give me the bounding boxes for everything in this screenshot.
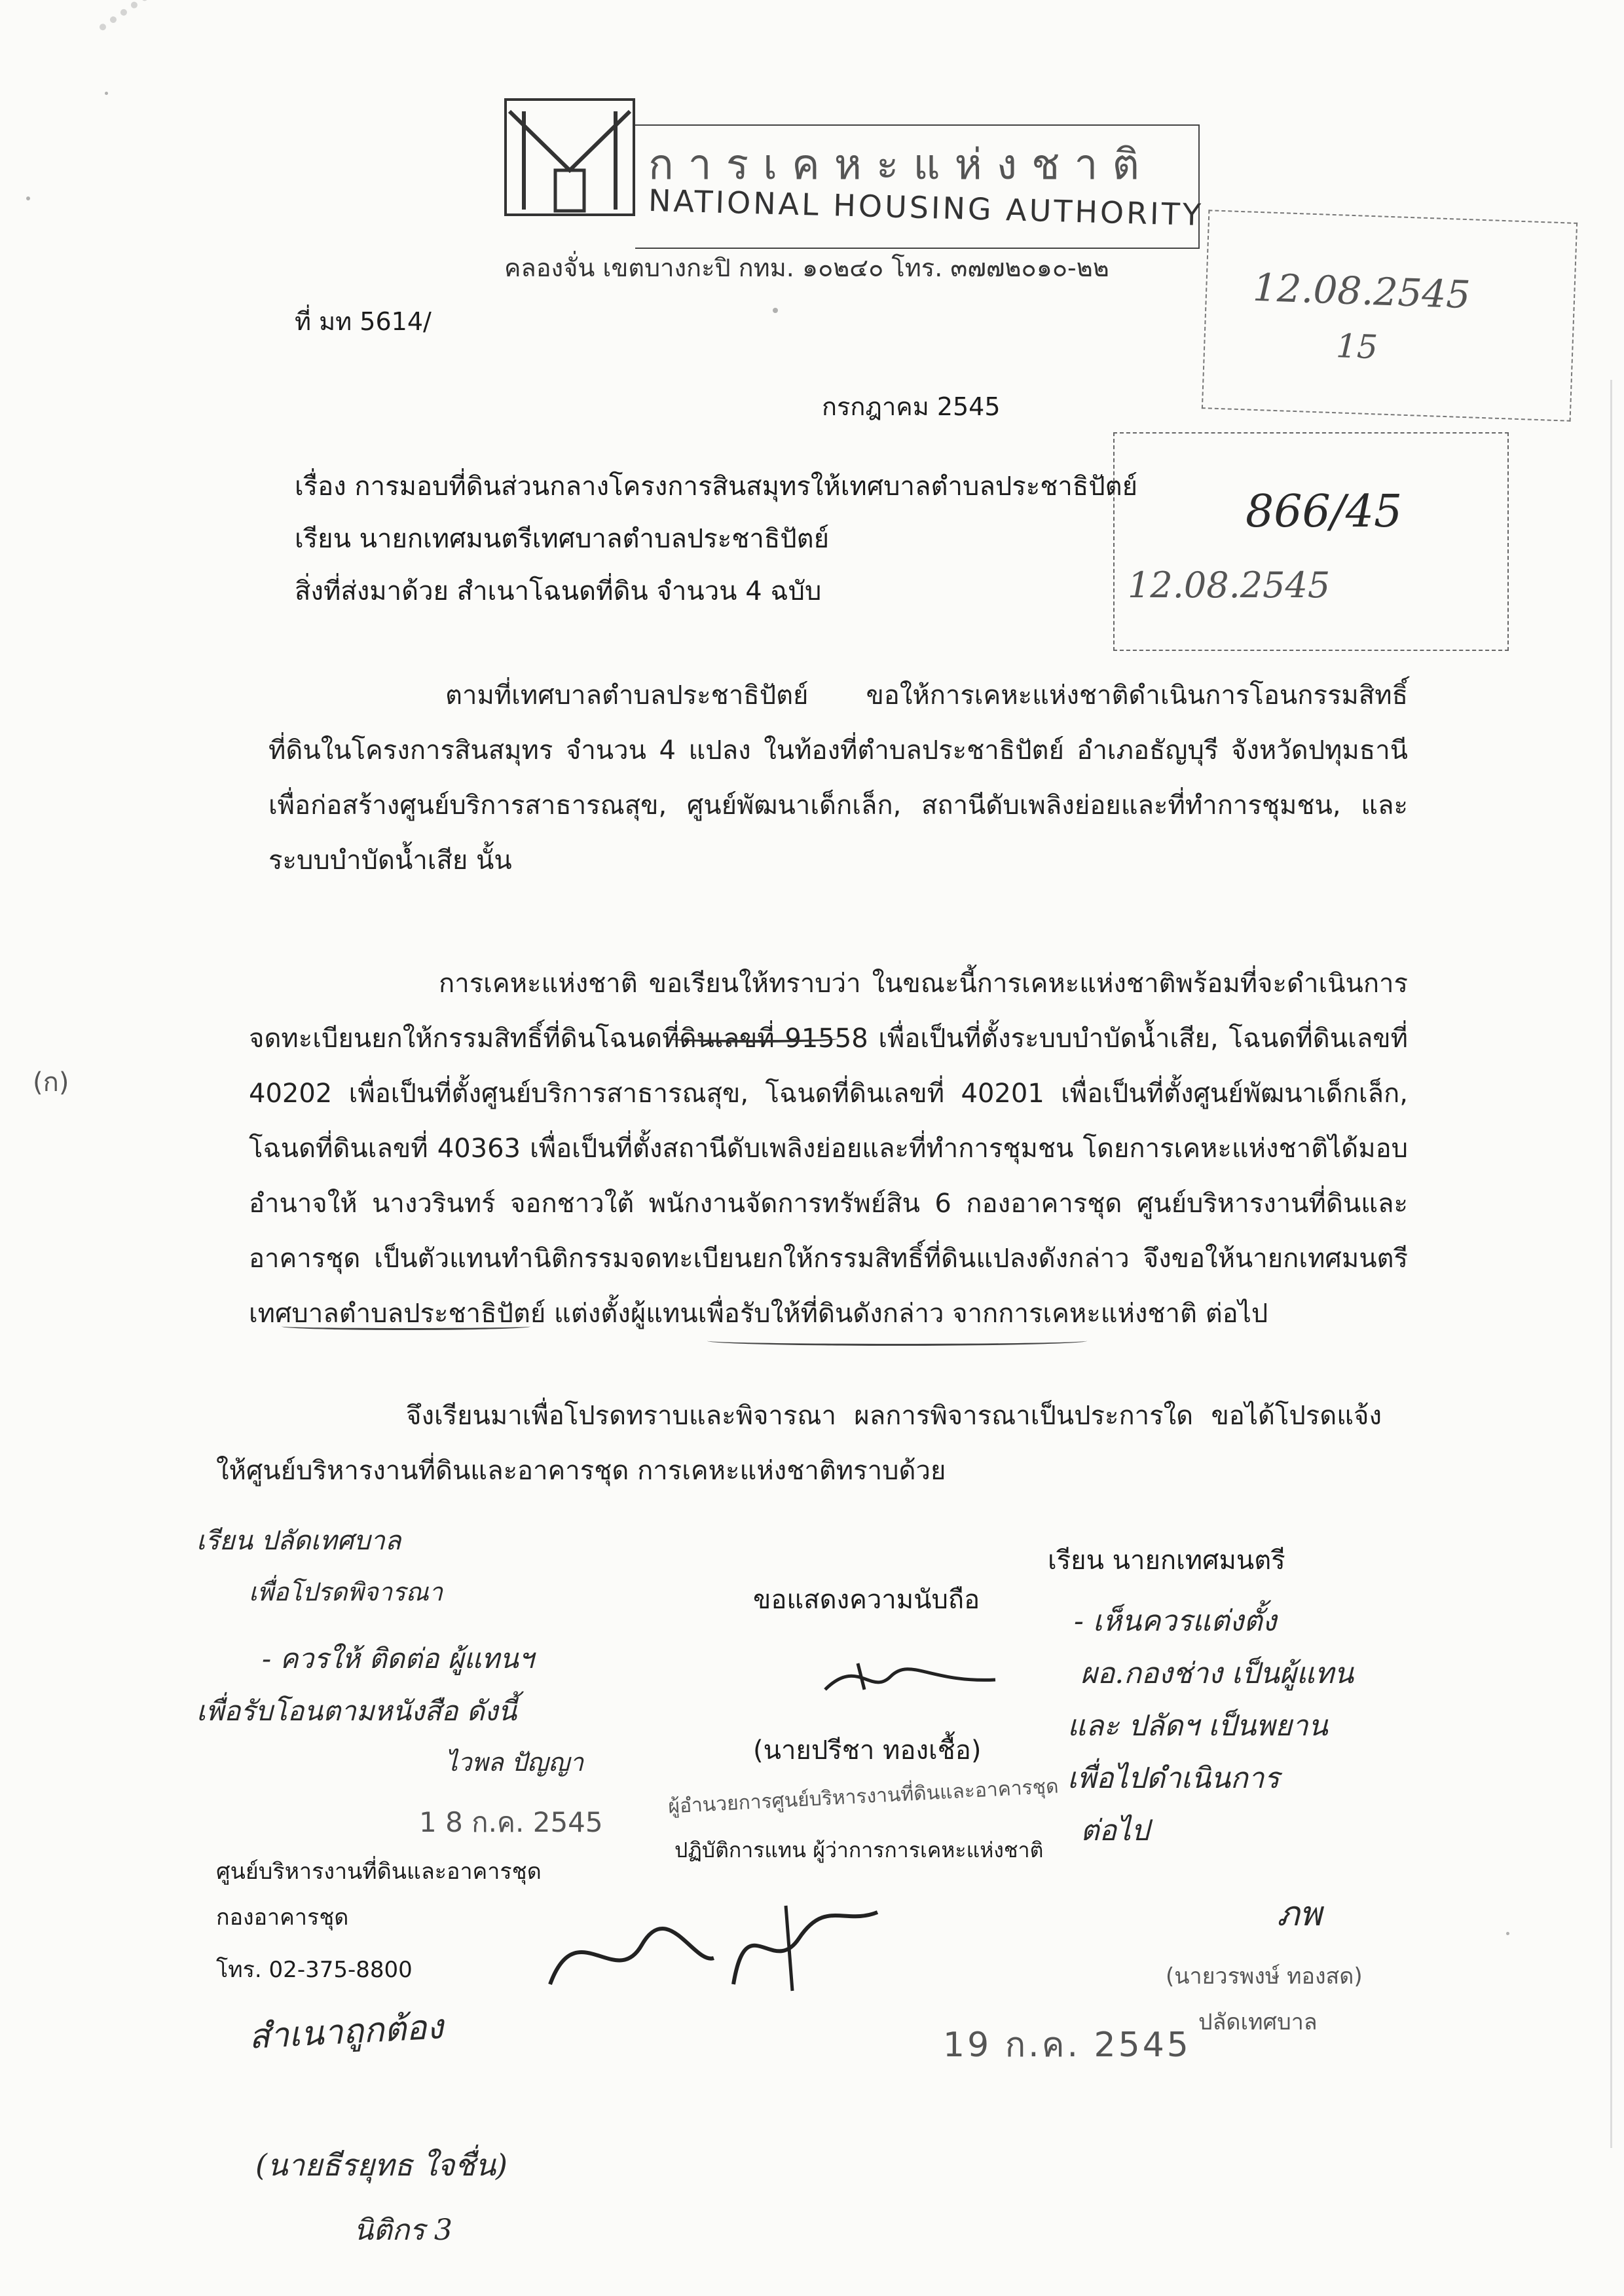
body-paragraph-3: จึงเรียนมาเพื่อโปรดทราบและพิจารณา ผลการพิจารณาเป็นประการใด ขอได้โปรดแจ้งให้ศูนย์บริหารงานที่ดินและอาคารชุด การเคหะแห่งชาติทราบด้วย bbox=[216, 1401, 1382, 1486]
scan-speckle bbox=[773, 308, 778, 313]
signer-stamp: ผู้อำนวยการศูนย์บริหารงานที่ดินและอาคารชุด bbox=[667, 1775, 1060, 1819]
scan-edge-line bbox=[1610, 380, 1612, 2148]
right-note-line: เพื่อไปดำเนินการ bbox=[1067, 1762, 1280, 1795]
signer-signature bbox=[819, 1650, 1002, 1705]
right-note-line: ต่อไป bbox=[1080, 1814, 1150, 1847]
left-note-line: ไวพล ปัญญา bbox=[445, 1748, 584, 1777]
letterhead-thai-name: การเคหะแห่งชาติ bbox=[648, 141, 1154, 189]
scan-speckle bbox=[105, 92, 108, 95]
left-note-line: - ควรให้ ติดต่อ ผู้แทนฯ bbox=[262, 1642, 534, 1675]
scan-smudge bbox=[98, 0, 462, 225]
receipt-stamp-date: 12.08.2545 bbox=[1252, 265, 1471, 318]
enclosure: สิ่งที่ส่งมาด้วย สำเนาโฉนดที่ดิน จำนวน 4 ฉบับ bbox=[295, 576, 822, 606]
receipt-stamp bbox=[1202, 210, 1578, 421]
sender-phone: โทร. 02-375-8800 bbox=[216, 1957, 413, 1983]
left-note-line: เพื่อโปรดพิจารณา bbox=[249, 1578, 443, 1606]
pen-underline bbox=[707, 1336, 1087, 1346]
closing: ขอแสดงความนับถือ bbox=[753, 1585, 980, 1615]
pen-underline bbox=[282, 1323, 530, 1330]
received-date-stamp: 19 ก.ค. 2545 bbox=[943, 2026, 1191, 2065]
body-paragraph-1: ตามที่เทศบาลตำบลประชาธิปัตย์ ขอให้การเคหะแห่งชาติดำเนินการโอนกรรมสิทธิ์ที่ดินในโครงการสินสมุทร จำนวน 4 แปลง ในท้องที่ตำบลประชาธิปัตย์ อำเภอธัญบุรี จังหวัดปทุมธานี เพื่อก่อสร้างศูนย์บริการสาธารณสุข, ศูนย์พัฒนาเด็กเล็ก, สถานีดับเพลิงย่อยและที่ทำการชุมชน, และระบบบำบัดน้ำเสีย นั้น bbox=[268, 680, 1408, 876]
reference-number: ที่ มท 5614/ bbox=[295, 307, 432, 336]
signer-name: (นายปรีชา ทองเชื้อ) bbox=[753, 1735, 982, 1766]
bottom-signatures bbox=[537, 1886, 891, 2007]
pen-underline bbox=[668, 1035, 838, 1043]
right-note-title: ปลัดเทศบาล bbox=[1198, 2009, 1318, 2035]
receipt-date: 12.08.2545 bbox=[1128, 565, 1331, 606]
right-note-line: และ ปลัดฯ เป็นพยาน bbox=[1067, 1709, 1328, 1743]
subject-line: เรื่อง การมอบที่ดินส่วนกลางโครงการสินสมุทรให้เทศบาลตำบลประชาธิปัตย์ bbox=[295, 472, 1138, 502]
left-note-date: 1 8 ก.ค. 2545 bbox=[419, 1806, 603, 1838]
letterhead-english-name: NATIONAL HOUSING AUTHORITY bbox=[648, 182, 1204, 233]
sender-division: กองอาคารชุด bbox=[216, 1904, 349, 1931]
receipt-stamp-time: 15 bbox=[1335, 327, 1378, 367]
scan-speckle bbox=[26, 196, 30, 200]
bottom-note-line: สำเนาถูกต้อง bbox=[248, 2007, 445, 2057]
sender-department: ศูนย์บริหารงานที่ดินและอาคารชุด bbox=[216, 1859, 542, 1885]
municipal-receipt-stamp bbox=[1113, 432, 1509, 651]
right-note-line: - เห็นควรแต่งตั้ง bbox=[1074, 1604, 1277, 1638]
bottom-note-line: (นายธีรยุทธ ใจชื่น) bbox=[255, 2147, 507, 2183]
signer-title: ปฏิบัติการแทน ผู้ว่าการการเคหะแห่งชาติ bbox=[674, 1838, 1044, 1862]
salutation: เรียน นายกเทศมนตรีเทศบาลตำบลประชาธิปัตย์ bbox=[295, 524, 830, 554]
receipt-number: 866/45 bbox=[1246, 486, 1403, 538]
body-paragraph-2: การเคหะแห่งชาติ ขอเรียนให้ทราบว่า ในขณะนี้การเคหะแห่งชาติพร้อมที่จะดำเนินการจดทะเบียนยกให้กรรมสิทธิ์ที่ดินโฉนดที่ดินเลขที่ 91558 เพื่อเป็นที่ตั้งระบบบำบัดน้ำเสีย, โฉนดที่ดินเลขที่ 40202 เพื่อเป็นที่ตั้งศูนย์บริการสาธารณสุข, โฉนดที่ดินเลขที่ 40201 เพื่อเป็นที่ตั้งศูนย์พัฒนาเด็กเล็ก, โฉนดที่ดินเลขที่ 40363 เพื่อเป็นที่ตั้งสถานีดับเพลิงย่อยและที่ทำการชุมชน โดยการเคหะแห่งชาติได้มอบอำนาจให้ นางวรินทร์ จอกชาวใต้ พนักงานจัดการทรัพย์สิน 6 กองอาคารชุด ศูนย์บริหารงานที่ดินและอาคารชุด เป็นตัวแทนทำนิติกรรมจดทะเบียนยกให้กรรมสิทธิ์ที่ดินแปลงดังกล่าว จึงขอให้นายกเทศมนตรีเทศบาลตำบลประชาธิปัตย์ แต่งตั้งผู้แทนเพื่อรับให้ที่ดินดังกล่าว จากการเคหะแห่งชาติ ต่อไป bbox=[249, 969, 1408, 1329]
bottom-note-line: นิติกร 3 bbox=[354, 2213, 452, 2247]
scan-speckle bbox=[1506, 1932, 1509, 1935]
left-note-line: เพื่อรับโอนตามหนังสือ ดังนี้ bbox=[196, 1695, 517, 1727]
letter-date: กรกฎาคม 2545 bbox=[822, 392, 1001, 421]
right-note-name: (นายวรพงษ์ ทองสด) bbox=[1166, 1963, 1363, 1990]
side-mark: (ก) bbox=[33, 1067, 69, 1098]
right-note-line: ผอ.กองช่าง เป็นผู้แทน bbox=[1080, 1657, 1354, 1690]
nha-logo bbox=[504, 98, 635, 216]
right-note-signature: ภพ bbox=[1277, 1895, 1322, 1934]
right-note-line: เรียน นายกเทศมนตรี bbox=[1048, 1546, 1285, 1576]
left-note-line: เรียน ปลัดเทศบาล bbox=[196, 1526, 401, 1556]
letterhead-address: คลองจั่น เขตบางกะปิ กทม. ๑๐๒๔๐ โทร. ๓๗๗๒๐๑๐-๒๒ bbox=[504, 253, 1109, 282]
nha-logo-icon bbox=[504, 98, 635, 216]
